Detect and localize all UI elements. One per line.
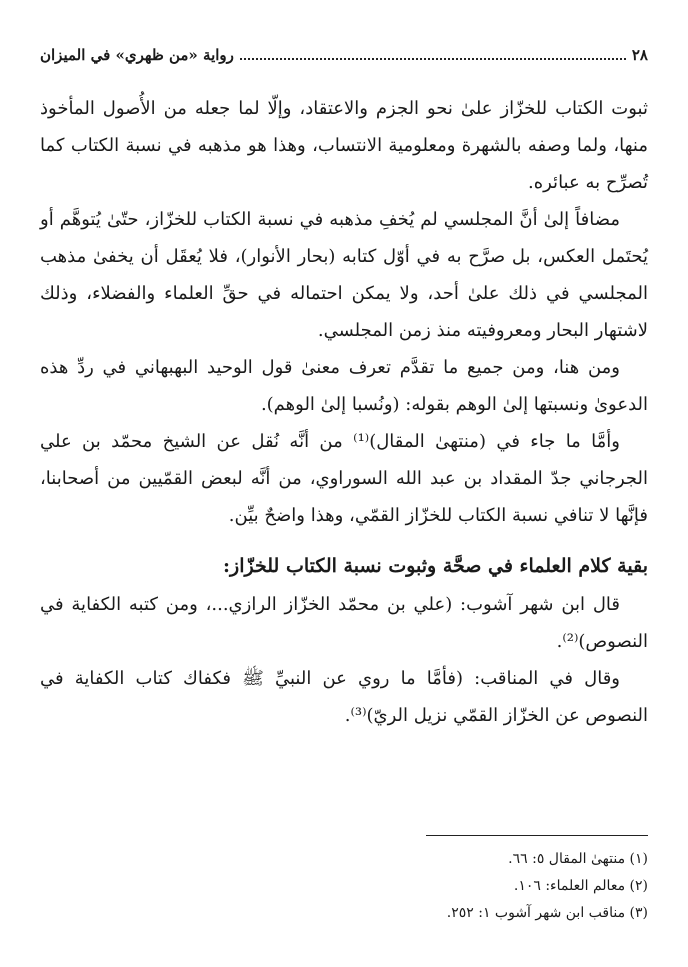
paragraph: ثبوت الكتاب للخزّاز علىٰ نحو الجزم والاعتقاد، وإلّا لما جعله من الأُصول المأخوذ منها، ولما وصفه بالشهرة ومعلومية الانتساب، وهذا هو مذهبه في نسبة الكتاب كما تُصرِّح به عبائره. <box>40 98 648 193</box>
paragraph: وأمَّا ما جاء في (منتهىٰ المقال)⁽¹⁾ من أنَّه نُقل عن الشيخ محمّد بن علي الجرجاني جدّ المقداد بن عبد الله السوراوي، من أنَّه لبعض القمّيين من أصحابنا، فإنَّها لا تنافي نسبة الكتاب للخزّاز القمّي، وهذا واضحٌ بيِّن. <box>40 431 648 526</box>
main-text <box>40 90 648 734</box>
page-header <box>40 46 648 65</box>
footnote: (٢) معالم العلماء: ١٠٦. <box>513 878 648 894</box>
paragraph: وقال في المناقب: (فأمَّا ما روي عن النبيِّ ﷺ فكفاك كتاب الكفاية في النصوص عن الخزّاز القمّي نزيل الريّ)⁽³⁾. <box>40 668 648 726</box>
page-number: ٢٨ <box>631 46 648 64</box>
header-dotted-leader <box>240 58 626 60</box>
footnote: (١) منتهىٰ المقال ٥: ٦٦. <box>508 851 648 867</box>
running-title: رواية «من ظهري» في الميزان <box>40 46 234 64</box>
footnote: (٣) مناقب ابن شهر آشوب ١: ٢٥٢. <box>446 905 648 921</box>
footnotes <box>447 846 648 927</box>
paragraph: مضافاً إلىٰ أنَّ المجلسي لم يُخفِ مذهبه في نسبة الكتاب للخزّاز، حتّىٰ يُتوهَّم أو يُحتَمل العكس، بل صرَّح به في أوّل كتابه (بحار الأنوار)، فلا يُعقَل أن يخفىٰ مذهب المجلسي في ذلك علىٰ أحد، ولا يمكن احتماله في حقِّ العلماء والفضلاء، وذلك لاشتهار البحار ومعروفيته منذ زمن المجلسي. <box>40 209 648 341</box>
footnote-separator <box>426 835 648 836</box>
section-heading: بقية كلام العلماء في صحَّة وثبوت نسبة الكتاب للخزّاز: <box>223 555 648 577</box>
paragraph: قال ابن شهر آشوب: (علي بن محمّد الخزّاز الرازي...، ومن كتبه الكفاية في النصوص)⁽²⁾. <box>40 594 648 652</box>
paragraph: ومن هنا، ومن جميع ما تقدَّم تعرف معنىٰ قول الوحيد البهبهاني في ردِّ هذه الدعوىٰ ونسبتها إلىٰ الوهم بقوله: (ونُسبا إلىٰ الوهم). <box>40 357 648 415</box>
